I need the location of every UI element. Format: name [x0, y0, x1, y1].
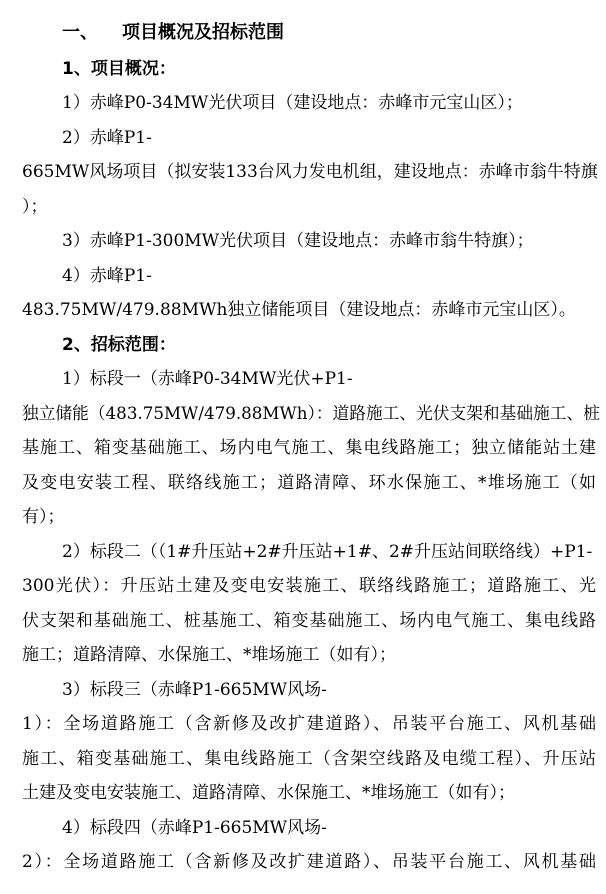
scope-lot1-end: 有）； [22, 507, 65, 527]
scope-lot4-start: 4）标段四（赤峰P1-665MW风场- [62, 818, 327, 838]
scope-lot1-line3: 基施工、箱变基础施工、场内电气施工、集电线路施工；独立储能站土建 [22, 438, 596, 458]
scope-lot4-line2: 2）：全场道路施工（含新修及改扩建道路）、吊装平台施工、风机基础 [22, 852, 596, 872]
overview-item-1: 1）赤峰P0-34MW光伏项目（建设地点：赤峰市元宝山区）； [62, 93, 523, 113]
overview-item-2-start: 2）赤峰P1- [62, 128, 152, 148]
scope-lot3-line2: 1）：全场道路施工（含新修及改扩建道路）、吊装平台施工、风机基础 [22, 714, 596, 734]
overview-item-2-cont: 665MW风场项目（拟安装133台风力发电机组，建设地点：赤峰市翁牛特旗 [22, 162, 598, 182]
scope-lot3-start: 3）标段三（赤峰P1-665MW风场- [62, 680, 327, 700]
scope-lot3-end: 土建及变电安装施工、道路清障、水保施工、*堆场施工（如有）； [22, 783, 515, 803]
overview-item-4-start: 4）赤峰P1- [62, 266, 152, 286]
scope-lot2-line3: 伏支架和基础施工、桩基施工、箱变基础施工、场内电气施工、集电线路 [22, 611, 596, 631]
overview-item-4-cont: 483.75MW/479.88MWh独立储能项目（建设地点：赤峰市元宝山区）。 [22, 300, 576, 320]
section-heading [62, 21, 284, 45]
scope-lot1-start: 1）标段一（赤峰P0-34MW光伏+P1- [62, 369, 353, 389]
overview-item-2-end: ）； [22, 197, 48, 217]
scope-lot2-line2: 300光伏）：升压站土建及变电安装施工、联络线路施工；道路施工、光 [22, 576, 596, 596]
scope-lot1-line4: 及变电安装工程、联络线施工；道路清障、环水保施工、*堆场施工（如 [22, 473, 596, 493]
overview-item-3: 3）赤峰P1-300MW光伏项目（建设地点：赤峰市翁牛特旗）； [62, 231, 534, 251]
scope-lot1-line2: 独立储能（483.75MW/479.88MWh）：道路施工、光伏支架和基础施工、桩 [22, 404, 600, 424]
heading-number: 一、 [62, 22, 98, 43]
scope-lot3-line3: 施工、箱变基础施工、集电线路施工（含架空线路及电缆工程）、升压站 [22, 749, 596, 769]
scope-lot2-end: 施工；道路清障、水保施工、*堆场施工（如有）； [22, 645, 396, 665]
overview-title: 1、项目概况： [62, 59, 176, 79]
heading-title: 项目概况及招标范围 [122, 22, 284, 43]
scope-lot2-start: 2）标段二（（1#升压站+2#升压站+1#、2#升压站间联络线）+P1- [62, 542, 593, 562]
scope-title: 2、招标范围： [62, 335, 176, 355]
